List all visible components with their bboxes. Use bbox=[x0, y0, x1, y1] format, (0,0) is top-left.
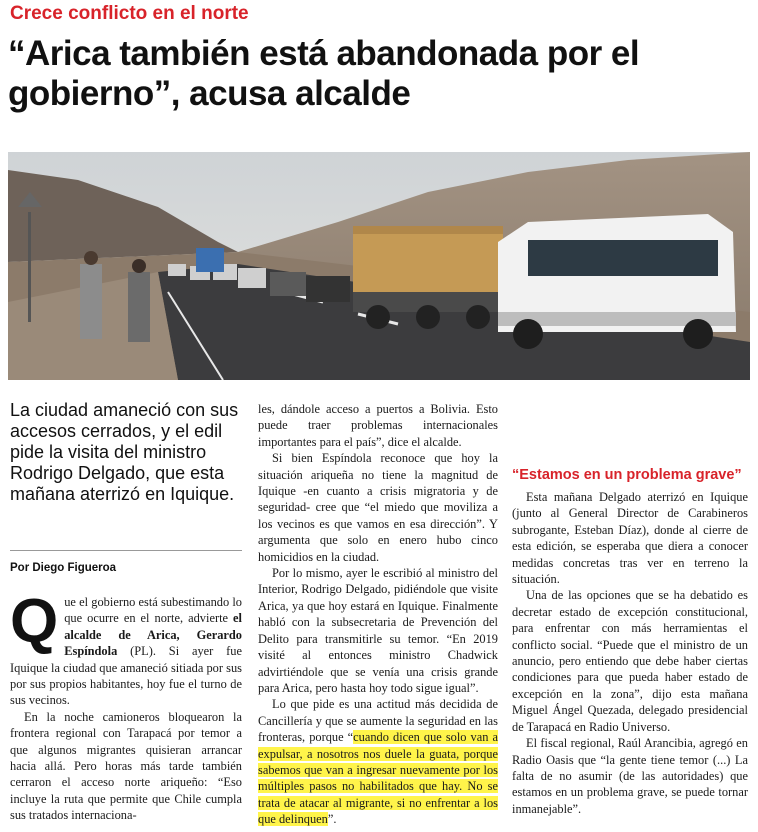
highlighted-quote: cuando dicen que solo van a expulsar, a nosotros nos duele la guata, porque sabemos que van a ingresar nuevamente por los múltiples pasos no habilitados que hay. No se trata de atacar al migrante, si no enfrentar a los que delinquen bbox=[258, 730, 498, 827]
highway-trucks-photo bbox=[8, 152, 750, 380]
paragraph: Una de las opciones que se ha debatido es decretar estado de excepción constitucional, para enfrentar con más herramientas el conflicto social. “Puede que el ministro de un anuncio, pero entiendo que debe haber ciertas condiciones para que pueda haber estado de excepción en la zona”, dijo esta mañana Miguel Ángel Quezada, delegado presidencial de Tarapacá en Radio Universo. bbox=[512, 588, 748, 734]
paragraph: les, dándole acceso a puertos a Bolivia. Esto puede traer problemas internacionales importantes para el país”, dice el alcalde. bbox=[258, 402, 498, 449]
body-column-2 bbox=[258, 401, 498, 828]
divider bbox=[10, 550, 242, 551]
section-kicker: Crece conflicto en el norte bbox=[10, 3, 249, 24]
text: ue el gobierno está subestimando lo que ocurre en el norte, advierte bbox=[64, 595, 242, 626]
paragraph bbox=[10, 587, 242, 709]
drop-cap: Q bbox=[10, 587, 59, 656]
article-headline: “Arica también está abandonada por el gobierno”, acusa alcalde bbox=[8, 34, 640, 113]
paragraph: En la noche camioneros bloquearon la frontera regional con Tarapacá por temor a que algunos migrantes quisieran arrancar hacia allá. Pero horas más tarde también cerraron el acceso norte ariqueño: “Eso incluye la ruta que permite que Chile cumpla sus tratados internaciona- bbox=[10, 709, 242, 823]
text: Lo que pide es una actitud más decidida de Cancillería y que se aumente la seguridad en las fronteras, porque “ bbox=[258, 697, 498, 745]
article-photo bbox=[8, 152, 750, 380]
body-column-3 bbox=[512, 401, 748, 817]
paragraph bbox=[258, 696, 498, 827]
text: ”. bbox=[327, 812, 337, 827]
quote-continuation-space bbox=[512, 401, 748, 451]
subheading: “Estamos en un problema grave” bbox=[512, 467, 742, 483]
text: (PL). Si ayer fue Iquique la ciudad que amaneció sitiada por sus por sus propios habitantes, hoy fue el turno de sus vecinos. bbox=[10, 644, 242, 708]
lead-paragraph: La ciudad amaneció con sus accesos cerrados, y el edil pide la visita del ministro Rodrigo Delgado, que esta mañana aterrizó en Iquique. bbox=[10, 400, 239, 504]
paragraph: Si bien Espíndola reconoce que hoy la situación ariqueña no tiene la magnitud de Iquique -en cuanto a crisis migratoria y de seguridad- cree que “el miedo que moviliza a los vecinos es que vamos en esa dirección”. Y argumenta que solo en enero hubo cinco homicidios en la ciudad. bbox=[258, 451, 498, 564]
paragraph: Por lo mismo, ayer le escribió al ministro del Interior, Rodrigo Delgado, pidiéndole que visite Arica, ya que hoy estará en Iquique. Finalmente habló con la subsecretaria de Prevención del Delito para transmitirle su temor. “En 2019 visité al entonces ministro Chadwick advirtiéndole que se venía una crisis grande para Arica, pero hasta hoy todo sigue igual”. bbox=[258, 566, 498, 695]
body-column-1 bbox=[10, 587, 242, 824]
mayor-name: el alcalde de Arica, Gerardo Espíndola bbox=[64, 611, 242, 659]
byline: Por Diego Figueroa bbox=[10, 562, 117, 574]
paragraph: El fiscal regional, Raúl Arancibia, agregó en Radio Oasis que “la gente tiene temor (...) La falta de no asumir (de las autoridades) que estamos en un problema grave, se puede tornar inmanejable”. bbox=[512, 736, 748, 816]
paragraph: Esta mañana Delgado aterrizó en Iquique (junto al General Director de Carabineros subrogante, Esteban Díaz), donde al cierre de esta edición, se esperaba que diera a conocer medidas concretas tras ver en terreno la situación. bbox=[512, 490, 748, 587]
